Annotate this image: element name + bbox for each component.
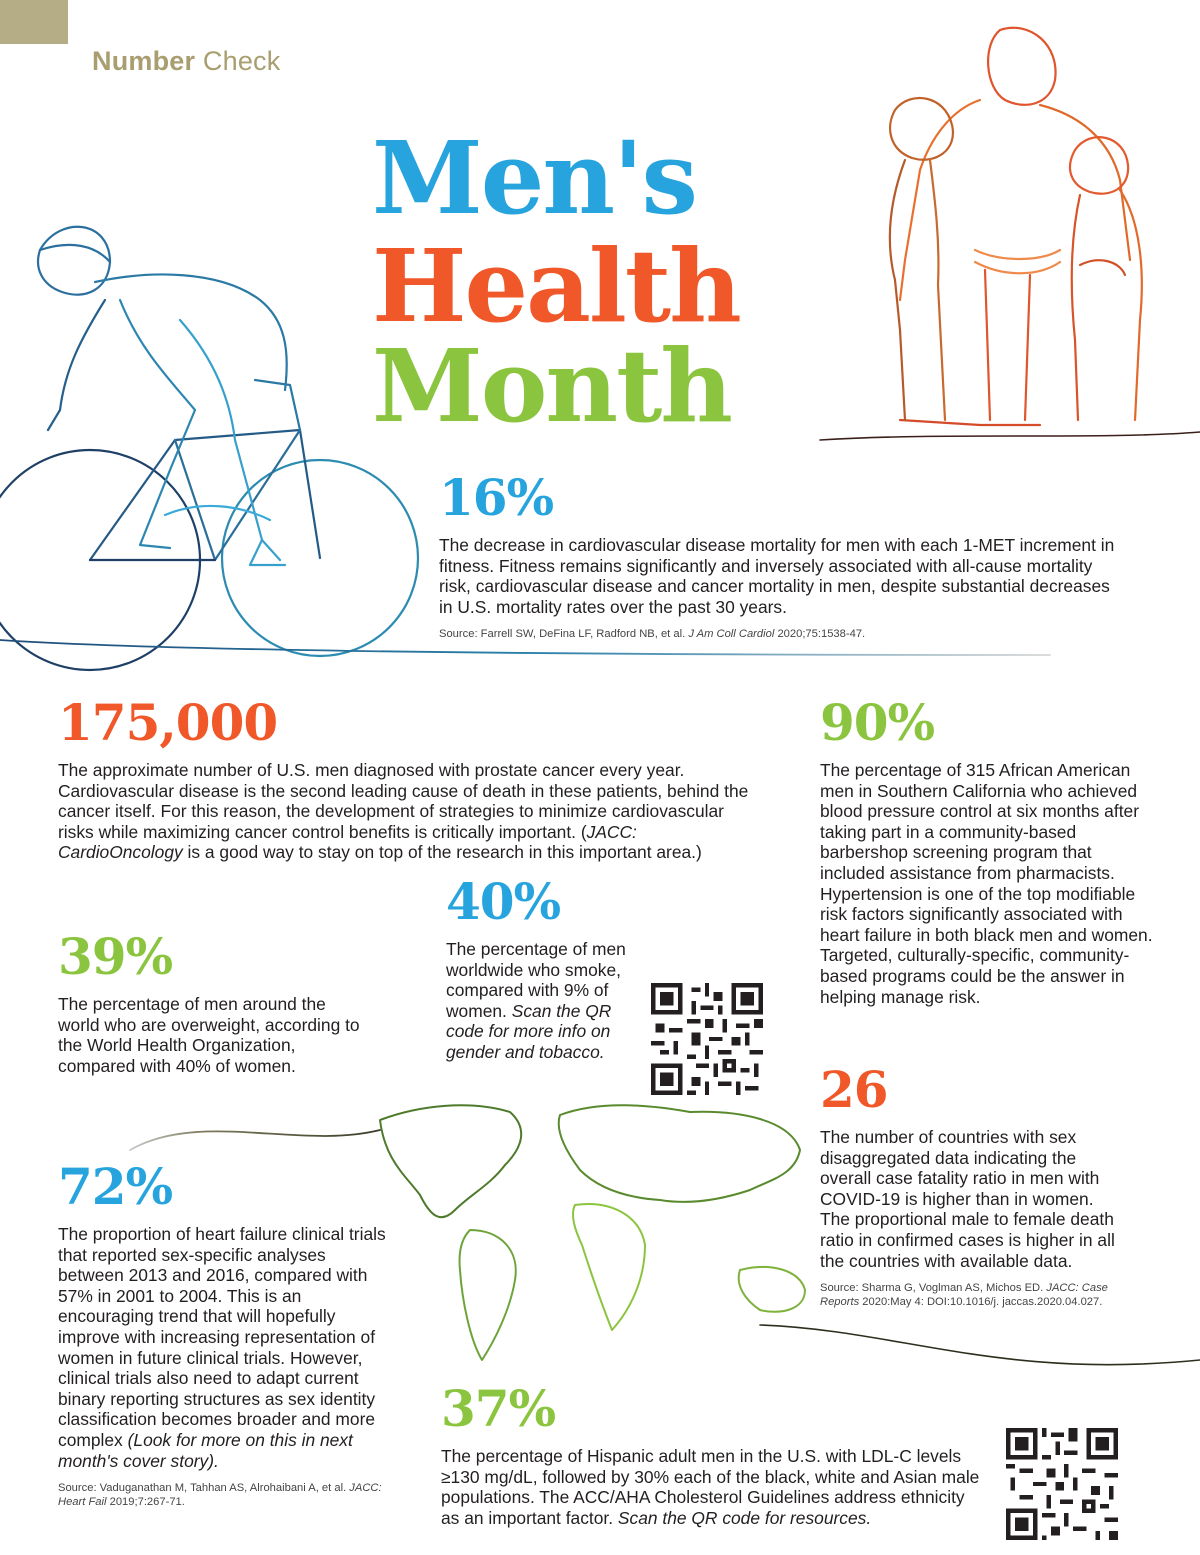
stat-body: The percentage of men around the world who are overweight, according to the World Health Organization, compared with 40% of women. xyxy=(58,994,360,1076)
stat-72 xyxy=(58,1157,388,1509)
stat-number: 90% xyxy=(820,693,935,752)
stat-37 xyxy=(441,1379,981,1528)
family-line-art xyxy=(820,28,1200,440)
stat-number: 16% xyxy=(439,468,554,527)
stat-number: 40% xyxy=(446,872,561,931)
qr-code-icon[interactable] xyxy=(1006,1428,1118,1540)
stat-175000 xyxy=(58,693,758,863)
stat-number: 72% xyxy=(58,1157,173,1216)
stat-source: Source: Vaduganathan M, Tahhan AS, Alrohaibani A, et al. JACC: Heart Fail 2019;7:267-71. xyxy=(58,1482,382,1509)
stat-body: The percentage of Hispanic adult men in the U.S. with LDL-C levels ≥130 mg/dL, followed by 30% each of the black, white and Asian male populations. The ACC/AHA Cholesterol Guidelines address ethnicity as an important factor. Scan the QR code for resources. xyxy=(441,1446,980,1528)
title-line-2: Health xyxy=(372,227,740,345)
title-line-1: Men's xyxy=(372,119,696,237)
qr-code-icon[interactable] xyxy=(651,983,763,1095)
stat-body: The percentage of 315 African American men in Southern California who achieved blood pressure control at six months after taking part in a community-based barbershop screening program that included assistance from pharmacists. Hypertension is one of the top modifiable risk factors significantly associated with heart failure in both black men and women. Targeted, culturally-specific, community-based programs could be the answer in helping manage risk. xyxy=(820,760,1153,1007)
stat-number: 39% xyxy=(58,927,173,986)
stat-90 xyxy=(820,693,1160,1007)
stat-source: Source: Sharma G, Voglman AS, Michos ED. JACC: Case Reports 2020:May 4: DOI:10.1016/j. jaccas.2020.04.027. xyxy=(820,1282,1108,1309)
section-label: Number Check xyxy=(92,46,281,76)
stat-body: The approximate number of U.S. men diagnosed with prostate cancer every year. Cardiovascular disease is the second leading cause of death in these patients, behind the cancer itself. For this reason, the development of strategies to minimize cardiovascular risks while maximizing cancer control benefits is critically important. (JACC: CardioOncology is a good way to stay on top of the research in this important area.) xyxy=(58,760,749,863)
stat-number: 37% xyxy=(441,1379,556,1438)
stat-26 xyxy=(820,1060,1120,1309)
corner-accent-box xyxy=(0,0,68,44)
stat-body: The percentage of men worldwide who smoke, compared with 9% of women. Scan the QR code for more info on gender and tobacco. xyxy=(446,939,626,1062)
stat-body: The number of countries with sex disaggregated data indicating the overall case fatality ratio in men with COVID-19 is higher than in women. The proportional male to female death ratio in confirmed cases is higher in all the countries with available data. xyxy=(820,1127,1115,1271)
rear-wheel-icon xyxy=(0,450,200,670)
stat-39 xyxy=(58,927,368,1076)
stat-number: 26 xyxy=(820,1060,888,1119)
stat-source: Source: Farrell SW, DeFina LF, Radford NB, et al. J Am Coll Cardiol 2020;75:1538-47. xyxy=(439,628,866,641)
stat-body: The proportion of heart failure clinical trials that reported sex-specific analyses between 2013 and 2016, compared with 57% in 2001 to 2004. This is an encouraging trend that will hopefully improve with increasing representation of women in future clinical trials. However, clinical trials also need to adapt current binary reporting structures as sex identity classification becomes broader and more complex (Look for more on this in next month's cover story). xyxy=(58,1224,386,1471)
stat-body: The decrease in cardiovascular disease mortality for men with each 1-MET increment in fitness. Fitness remains significantly and inversely associated with all-cause mortality risk, cardiovascular disease and cancer mortality in men, despite substantial decreases in U.S. mortality rates over the past 30 years. xyxy=(439,535,1115,617)
stat-number: 175,000 xyxy=(58,693,278,752)
title-line-3: Month xyxy=(372,327,731,445)
stat-16 xyxy=(439,468,1119,641)
front-wheel-icon xyxy=(222,460,418,656)
